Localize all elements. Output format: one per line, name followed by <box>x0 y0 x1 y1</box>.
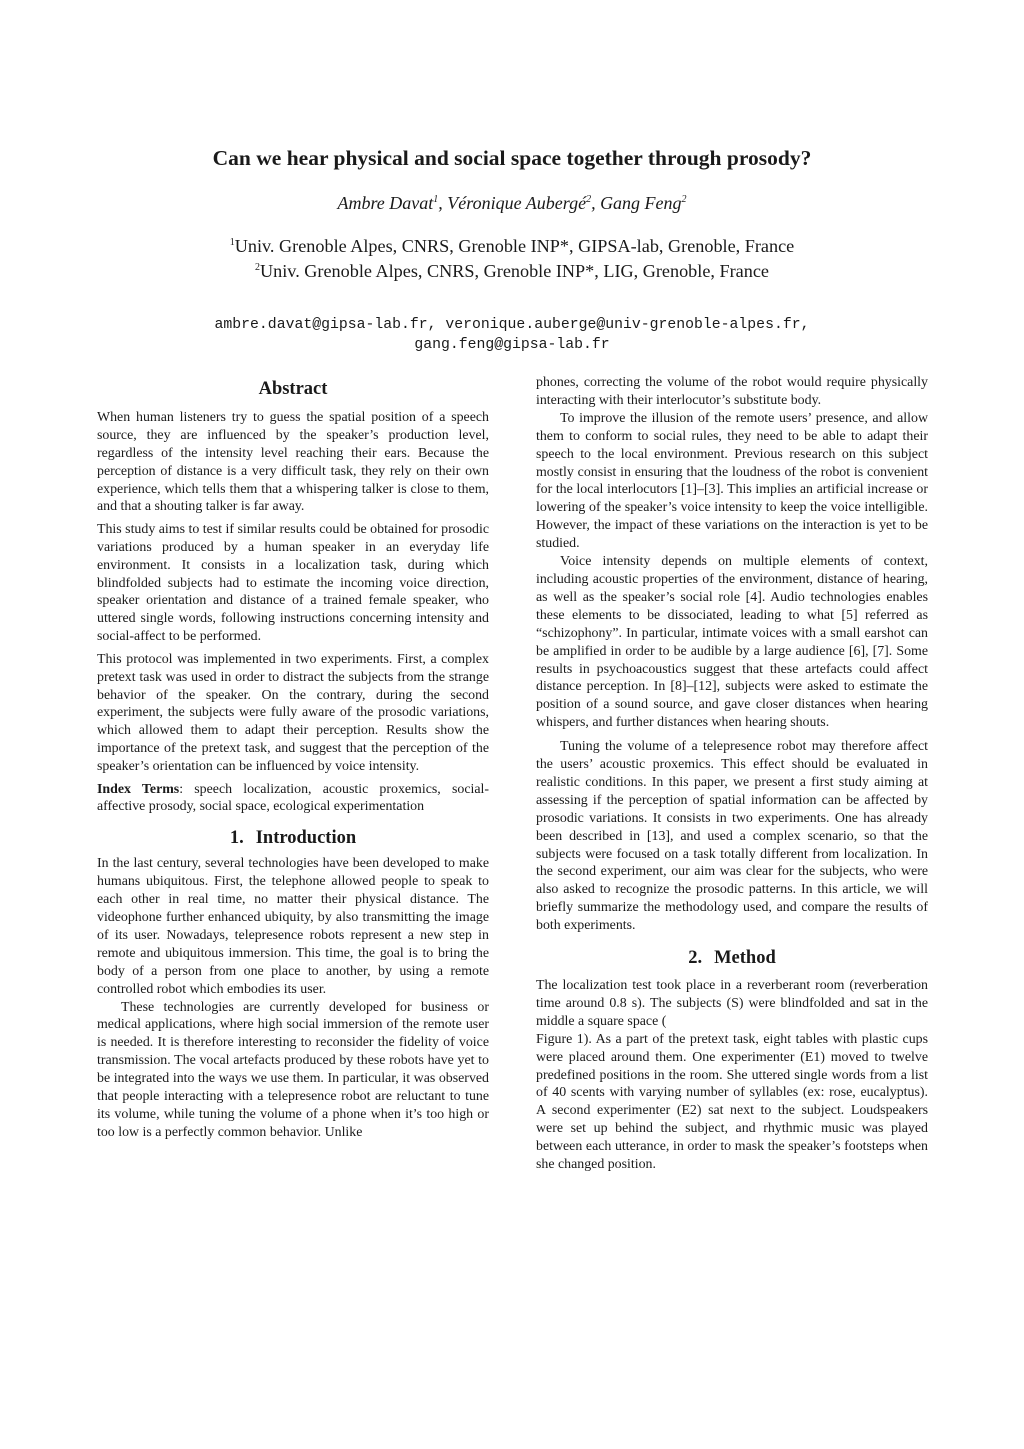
author-name: Véronique Aubergé <box>447 193 587 213</box>
author-affiliation-mark: 2 <box>586 194 592 205</box>
intro-paragraph: To improve the illusion of the remote users’ presence, and allow them to conform to social rules, they need to be able to adapt their speech to the local environment. Previous research on this subject mostly consist in ensuring that the loudness of the robot is convenient for the local interlocutors [1]–[3]. This implies an artificial increase or lowering of the speaker’s voice intensity to keep the voice intelligible. However, the impact of these variations on the interaction is yet to be studied. <box>536 410 928 552</box>
affiliation-mark: 1 <box>229 236 235 248</box>
intro-paragraph: phones, correcting the volume of the robot would require physically interacting with their interlocutor’s substitute body. <box>536 375 928 408</box>
abstract-paragraph: This protocol was implemented in two experiments. First, a complex pretext task was used in order to distract the subjects from the strange behavior of the speaker. On the contrary, during the second experiment, the subjects were fully aware of the prosodic variations, which allowed them to adapt their perception. Results show the importance of the pretext task, and suggest that the perception of the speaker’s orientation can be influenced by voice intensity. <box>97 651 489 775</box>
index-terms <box>97 781 489 817</box>
section-title: Introduction <box>255 828 357 849</box>
method-paragraph: Figure 1). As a part of the pretext task, eight tables with plastic cups were placed around them. One experimenter (E1) moved to twelve predefined positions in the room. She uttered single words from a list of 40 scents with varying number of syllables (ex: rose, eucalyptus). A second experimenter (E2) sat next to the subject. Loudspeakers were set up behind the subject, and rhythmic music was played between each utterance, in order to mask the speaker’s footsteps when she changed position. <box>536 1031 928 1173</box>
intro-paragraph: In the last century, several technologies have been developed to make humans ubiquitous. First, the telephone allowed people to speak to each other in real time, no matter their physical distance. The videophone further enhanced ubiquity, by also transmitting the image of its user. Nowadays, telepresence robots represent a new step in remote and ubiquitous immersion. This time, the goal is to bring the body of a person from one place to another, by using a remote controlled robot which embodies its user. <box>97 856 489 997</box>
section-title: Method <box>714 948 776 969</box>
affiliation-text: Univ. Grenoble Alpes, CNRS, Grenoble INP*, GIPSA-lab, Grenoble, France <box>234 236 795 256</box>
method-heading <box>536 950 928 968</box>
author-separator: , <box>591 193 601 213</box>
abstract-paragraph: When human listeners try to guess the spatial position of a speech source, they are influenced by the speaker’s production level, regardless of the intensity level reaching their ears. Because the perception of distance is a very difficult task, they rely on their own experience, which tells them that a whispering talker is close to them, and that a shouting talker is far away. <box>97 409 489 515</box>
section-number: 1. <box>229 828 244 849</box>
email-line: ambre.davat@gipsa-lab.fr, veronique.auberge@univ-grenoble-alpes.fr, <box>214 317 810 333</box>
method-paragraph: The localization test took place in a reverberant room (reverberation time around 0.8 s). The subjects (S) were blindfolded and sat in the middle a square space ( <box>536 978 928 1029</box>
author-affiliation-mark: 1 <box>433 194 439 205</box>
index-terms-label: Index Terms <box>97 781 180 797</box>
introduction-heading <box>97 830 489 848</box>
section-number: 2. <box>688 948 703 969</box>
paper-title: Can we hear physical and social space together through prosody? <box>212 146 812 170</box>
author-affiliation-mark: 2 <box>681 194 687 205</box>
index-terms-text: : speech localization, acoustic proxemics, social-affective prosody, social space, ecological experimentation <box>97 781 489 815</box>
affiliation <box>0 261 1024 282</box>
intro-paragraph: These technologies are currently developed for business or medical applications, where high social immersion of the remote user is needed. It is therefore interesting to reconsider the fidelity of voice transmission. The vocal artefacts produced by these robots have yet to be integrated into the ways we use them. In particular, it was observed that people interacting with a telepresence robot are reluctant to tune its volume, while tuning the volume of a phone when it’s too high or too low is a perfectly common behavior. Unlike <box>97 999 489 1140</box>
author-emails <box>0 315 1024 355</box>
abstract-paragraph: This study aims to test if similar results could be obtained for prosodic variations produced by a human speaker in an everyday life environment. It consists in a localization task, during which blindfolded subjects had to estimate the incoming voice direction, speaker orientation and distance of a trained female speaker, who uttered single words, following instructions concerning intensity and social-affect to be performed. <box>97 521 489 645</box>
left-column <box>97 372 489 1142</box>
affiliation <box>0 236 1024 257</box>
intro-paragraph: Voice intensity depends on multiple elements of context, including acoustic properties of the environment, distance of hearing, as well as the speaker’s social role [4]. Audio technologies enables these elements to be dissociated, leading to what [5] referred as “schizophony”. In particular, intimate voices with a small earshot can be amplified in order to be audible by a large audience [6], [7]. Some results in psychoacoustics suggest that these artefacts could affect distance perception. In [8]–[12], subjects were asked to estimate the position of a sound source, and gave closer distances when hearing whispers, and further distances when hearing shouts. <box>536 554 928 731</box>
affiliation-mark: 2 <box>255 261 260 273</box>
intro-paragraph: Tuning the volume of a telepresence robot may therefore affect the users’ acoustic proxemics. This effect should be evaluated in realistic conditions. In this paper, we present a first study aiming at assessing if the perception of spatial information can be affected by prosodic variations. It consists in two experiments. One has already been described in [13], and used a complex scenario, so that the subjects were focused on a task totally different from localization. In the second experiment, our aim was clear for the subjects, who were also asked to recognize the prosodic patterns. In this article, we will briefly summarize the methodology used, and compare the results of both experiments. <box>536 739 928 934</box>
author-name: Gang Feng <box>600 193 682 213</box>
author-separator: , <box>438 193 448 213</box>
email-line: gang.feng@gipsa-lab.fr <box>414 337 610 353</box>
right-column <box>536 374 928 1174</box>
affiliation-text: Univ. Grenoble Alpes, CNRS, Grenoble INP*, LIG, Grenoble, France <box>260 261 769 281</box>
author-list <box>0 193 1024 214</box>
abstract-heading: Abstract <box>258 379 328 399</box>
author-name: Ambre Davat <box>337 193 434 213</box>
